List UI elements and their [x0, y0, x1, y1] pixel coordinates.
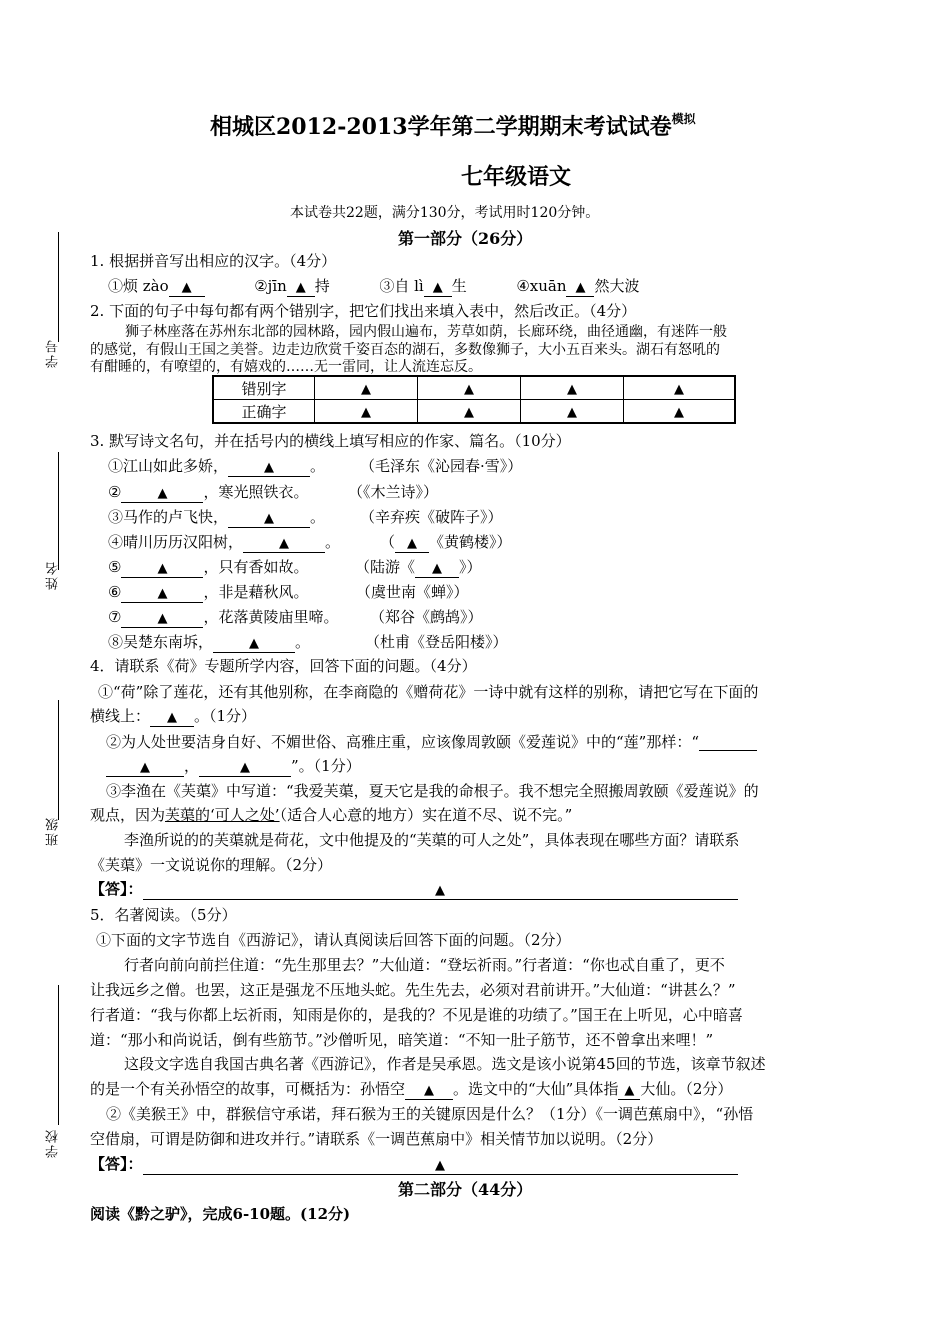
fill-blank[interactable]: [121, 559, 203, 578]
fill-blank[interactable]: [395, 534, 429, 553]
q5-passage-line: 道：“那小和尚说话，倒有些筋节。”沙僧听见，暗笑道：“不知一肚子筋节，还不曾拿出来哩！”: [90, 1031, 714, 1049]
q3-item: ② ▲ ，寒光照铁衣。: [108, 483, 309, 501]
q5-passage-line: 行者道：“我与你都上坛祈雨，知雨是你的，是我的？不见是谁的功绩了。”国王在上听见，心中暗喜: [90, 1006, 743, 1024]
part2-heading: 第二部分（44分）: [398, 1180, 533, 1199]
binding-line: [58, 452, 59, 570]
q5-line: 的是一个有关孙悟空的故事，可概括为：孙悟空 ▲ 。选文中的“大仙”具体指 ▲ 大仙。（2分）: [90, 1080, 733, 1098]
fill-blank[interactable]: [228, 509, 310, 528]
q3-stem: 3. 默写诗文名句，并在括号内的横线上填写相应的作家、篇名。（10分）: [90, 432, 571, 450]
q4-answer: 【答】： ▲: [90, 879, 738, 900]
q3-source: （《木兰诗》）: [348, 483, 439, 501]
q3-item: ⑥ ▲ ，非是藉秋风。: [108, 583, 309, 601]
blank-mark-icon: ▲: [674, 405, 684, 420]
table-cell[interactable]: [521, 376, 624, 400]
blank-mark-icon: ▲: [435, 1158, 446, 1173]
row-label-wrong: 错别字: [213, 376, 315, 400]
blank-mark-icon: ▲: [140, 760, 150, 775]
fill-blank[interactable]: [169, 278, 205, 297]
fill-blank[interactable]: [243, 534, 325, 553]
table-cell[interactable]: [315, 376, 418, 400]
blank-mark-icon: ▲: [264, 511, 275, 526]
table-cell[interactable]: [624, 376, 736, 400]
table-cell[interactable]: [624, 400, 736, 424]
q3-source: （郑谷《鹧鸪》）: [370, 608, 483, 626]
fill-blank[interactable]: [287, 278, 315, 297]
reading-heading: 阅读《黔之驴》，完成6-10题。(12分): [90, 1205, 351, 1223]
table-cell[interactable]: [418, 400, 521, 424]
answer-line[interactable]: [143, 881, 738, 900]
q4-line: 李渔所说的的芙蕖就是荷花，文中他提及的“芙蕖的可人之处”，具体表现在哪些方面？请联系: [124, 831, 740, 849]
q4-line: ③李渔在《芙蕖》中写道：“我爱芙蕖，夏天它是我的命根子。我不想完全照搬周敦颐《爱莲说》的: [106, 782, 759, 800]
q5-stem: 5．名著阅读。（5分）: [90, 906, 237, 924]
blank-mark-icon: ▲: [567, 382, 577, 397]
part1-heading: 第一部分（26分）: [398, 229, 533, 248]
q3-source: （毛泽东《沁园春·雪》）: [360, 457, 523, 475]
answer-line[interactable]: [143, 1156, 738, 1175]
fill-blank[interactable]: [424, 278, 452, 297]
fill-blank[interactable]: [213, 634, 295, 653]
fill-blank[interactable]: [405, 1081, 453, 1100]
blank-mark-icon: ▲: [674, 382, 684, 397]
q5-passage-line: 让我远乡之僧。也罢，这正是强龙不压地头蛇。先生先去，必须对君前讲开。”大仙道：“讲甚么？”: [90, 981, 736, 999]
q5-line: 这段文字选自我国古典名著《西游记》，作者是吴承恩。选文是该小说第45回的节选，该章节叙述: [124, 1055, 766, 1073]
fill-blank[interactable]: [228, 458, 310, 477]
blank-mark-icon: ▲: [279, 536, 290, 551]
q3-source: （虞世南《蝉》）: [356, 583, 469, 601]
q1-stem: 1. 根据拼音写出相应的汉字。（4分）: [90, 252, 337, 270]
q4-line: ①“荷”除了莲花，还有其他别称，在李商隐的《赠荷花》一诗中就有这样的别称，请把它写在下面的: [98, 683, 759, 701]
binding-line: [58, 232, 59, 342]
q4-stem: 4．请联系《荷》专题所学内容，回答下面的问题。（4分）: [90, 657, 477, 675]
blank-mark-icon: ▲: [157, 486, 168, 501]
row-label-correct: 正确字: [213, 400, 315, 424]
side-label-class: 班级: [46, 816, 61, 846]
q3-item: ⑤ ▲ ，只有香如故。: [108, 558, 309, 576]
table-cell[interactable]: [521, 400, 624, 424]
q5-line: ①下面的文字节选自《西游记》，请认真阅读后回答下面的问题。（2分）: [96, 931, 571, 949]
q3-source: （ ▲ 《黄鹤楼》）: [380, 533, 512, 551]
q4-line: 《芙蕖》一文说说你的理解。（2分）: [90, 856, 333, 874]
blank-mark-icon: ▲: [424, 1083, 435, 1098]
table-row: [213, 400, 735, 424]
q3-item: ⑧吴楚东南坼， ▲ 。: [108, 633, 311, 651]
blank-mark-icon: ▲: [624, 1083, 635, 1098]
page-subtitle: 七年级语文: [461, 164, 572, 190]
blank-mark-icon: ▲: [264, 460, 275, 475]
blank-mark-icon: ▲: [157, 586, 168, 601]
q4-line: ▲ ， ▲ ”。（1分）: [106, 756, 361, 777]
fill-blank[interactable]: [121, 484, 203, 503]
correction-table: [212, 375, 736, 424]
table-row: [213, 376, 735, 400]
fill-blank[interactable]: [699, 734, 757, 751]
binding-line: [58, 700, 59, 820]
q3-item: ⑦ ▲ ，花落黄陵庙里啼。: [108, 608, 339, 626]
q4-line: 横线上： ▲ 。（1分）: [90, 707, 257, 725]
blank-mark-icon: ▲: [407, 536, 418, 551]
q3-source: （陆游《 ▲ 》）: [355, 558, 482, 576]
blank-mark-icon: ▲: [464, 382, 474, 397]
q5-line: ②《美猴王》中，群猴信守承诺，拜石猴为王的关键原因是什么？（1分）《一调芭蕉扇中》，“孙悟: [106, 1105, 754, 1123]
q1-items: ①烦 zào ▲ ②jīn ▲ 持 ③自 lì ▲ 生 ④xuān ▲ 然大波: [108, 277, 640, 295]
q5-passage-line: 行者向前向前拦住道：“先生那里去？”大仙道：“登坛祈雨。”行者道：“你也忒自重了，更不: [124, 956, 725, 974]
q3-source: （辛弃疾《破阵子》）: [360, 508, 503, 526]
title-tag: 模拟: [671, 112, 696, 126]
side-label-student-id: 学号: [46, 338, 61, 368]
blank-mark-icon: ▲: [361, 405, 371, 420]
blank-mark-icon: ▲: [567, 405, 577, 420]
blank-mark-icon: ▲: [435, 883, 446, 898]
table-cell[interactable]: [418, 376, 521, 400]
blank-mark-icon: ▲: [157, 611, 168, 626]
page-title: 相城区2012-2013学年第二学期期末考试试卷$^{模拟}$: [210, 112, 696, 140]
exam-note: 本试卷共22题，满分130分，考试用时120分钟。: [290, 205, 600, 221]
q3-item: ③马作的卢飞快， ▲ 。: [108, 508, 326, 526]
blank-mark-icon: ▲: [181, 280, 192, 295]
q2-passage-line: 的感觉，有假山王国之美誉。边走边欣赏千姿百态的湖石，多数像狮子，大小五百来头。湖石有怒吼的: [90, 342, 720, 358]
q2-passage-line: 有酣睡的，有嘹望的，有嬉戏的……无一雷同，让人流连忘反。: [90, 359, 482, 375]
blank-mark-icon: ▲: [361, 382, 371, 397]
fill-blank[interactable]: [121, 609, 203, 628]
fill-blank[interactable]: [566, 278, 594, 297]
fill-blank[interactable]: [150, 708, 194, 727]
blank-mark-icon: ▲: [432, 280, 443, 295]
q3-item: ④晴川历历汉阳树， ▲ 。: [108, 533, 341, 551]
q5-line: 空借扇，可谓是防御和进攻并行。”请联系《一调芭蕉扇中》相关情节加以说明。（2分）: [90, 1130, 663, 1148]
blank-mark-icon: ▲: [575, 280, 586, 295]
blank-mark-icon: ▲: [167, 710, 178, 725]
fill-blank[interactable]: [618, 1081, 640, 1100]
q3-source: （杜甫《登岳阳楼》）: [365, 633, 508, 651]
q3-item: ①江山如此多娇， ▲ 。: [108, 457, 326, 475]
blank-mark-icon: ▲: [249, 636, 260, 651]
blank-mark-icon: ▲: [295, 280, 306, 295]
fill-blank[interactable]: [121, 584, 203, 603]
fill-blank[interactable]: [106, 758, 184, 777]
q2-passage-line: 狮子林座落在苏州东北部的园林路，园内假山遍布，芳草如荫，长廊环绕，曲径通幽，有迷阵一般: [125, 324, 727, 340]
side-label-name: 姓名: [46, 560, 61, 590]
blank-mark-icon: ▲: [240, 760, 251, 775]
binding-line: [58, 985, 59, 1125]
q4-line: 观点，因为芙蕖的‘可人之处’（适合人心意的地方）实在道不尽、说不完。”: [90, 806, 573, 824]
q4-line: ②为人处世要洁身自好、不媚世俗、高雅庄重，应该像周敦颐《爱莲说》中的“莲”那样：“: [106, 732, 757, 752]
side-label-school: 学校: [46, 1128, 61, 1158]
fill-blank[interactable]: [199, 758, 291, 777]
blank-mark-icon: ▲: [157, 561, 168, 576]
fill-blank[interactable]: [415, 559, 459, 578]
q2-stem: 2. 下面的句子中每句都有两个错别字，把它们找出来填入表中，然后改正。（4分）: [90, 302, 637, 320]
blank-mark-icon: ▲: [464, 405, 474, 420]
table-cell[interactable]: [315, 400, 418, 424]
q5-answer: 【答】： ▲: [90, 1154, 738, 1175]
blank-mark-icon: ▲: [432, 561, 443, 576]
